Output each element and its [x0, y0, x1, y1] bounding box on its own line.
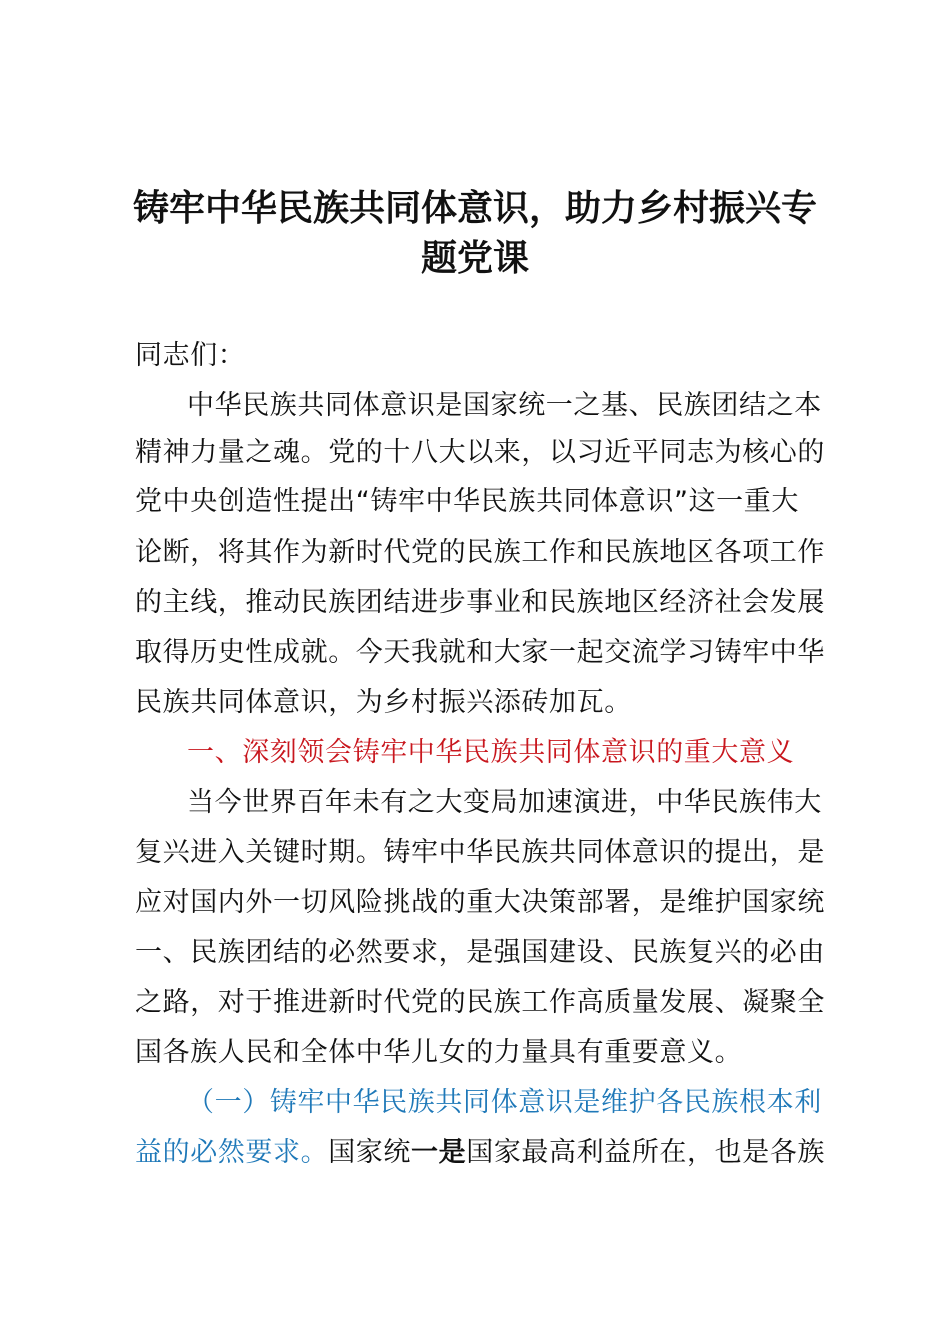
section-heading-1: 一、深刻领会铸牢中华民族共同体意识的重大意义	[187, 737, 795, 768]
subsection-heading-tail: 益的必然要求。	[135, 1137, 329, 1168]
emphasis-text: 一是	[411, 1137, 467, 1168]
paragraph-line: 当今世界百年未有之大变局加速演进，中华民族伟大	[187, 787, 822, 818]
paragraph-line: 论断，将其作为新时代党的民族工作和民族地区各项工作	[135, 537, 825, 568]
subsection-heading-1: （一）铸牢中华民族共同体意识是维护各民族根本利	[187, 1087, 822, 1118]
paragraph-line: 民族共同体意识，为乡村振兴添砖加瓦。	[135, 687, 632, 718]
paragraph-line-mixed	[135, 1128, 835, 1178]
paragraph-line: 中华民族共同体意识是国家统一之基、民族团结之本	[187, 390, 822, 421]
paragraph-text: 国家最高利益所在，也是各族	[466, 1137, 826, 1168]
paragraph-line: 的主线，推动民族团结进步事业和民族地区经济社会发展	[135, 587, 825, 618]
paragraph-line: 复兴进入关键时期。铸牢中华民族共同体意识的提出，是	[135, 837, 825, 868]
paragraph-line: 取得历史性成就。今天我就和大家一起交流学习铸牢中华	[135, 637, 825, 668]
document-title-line-1: 铸牢中华民族共同体意识，助力乡村振兴专	[132, 188, 817, 229]
paragraph-text: 国家统	[328, 1137, 412, 1168]
salutation: 同志们：	[135, 340, 246, 371]
paragraph-line: 精神力量之魂。党的十八大以来，以习近平同志为核心的	[135, 437, 825, 468]
paragraph-line: 之路，对于推进新时代党的民族工作高质量发展、凝聚全	[135, 987, 825, 1018]
paragraph-line: 应对国内外一切风险挑战的重大决策部署，是维护国家统	[135, 887, 825, 918]
paragraph-line: 党中央创造性提出“铸牢中华民族共同体意识”这一重大	[135, 486, 799, 517]
paragraph-line: 一、民族团结的必然要求，是强国建设、民族复兴的必由	[135, 937, 825, 968]
paragraph-line: 国各族人民和全体中华儿女的力量具有重要意义。	[135, 1037, 743, 1068]
document-title-line-2: 题党课	[420, 238, 529, 279]
